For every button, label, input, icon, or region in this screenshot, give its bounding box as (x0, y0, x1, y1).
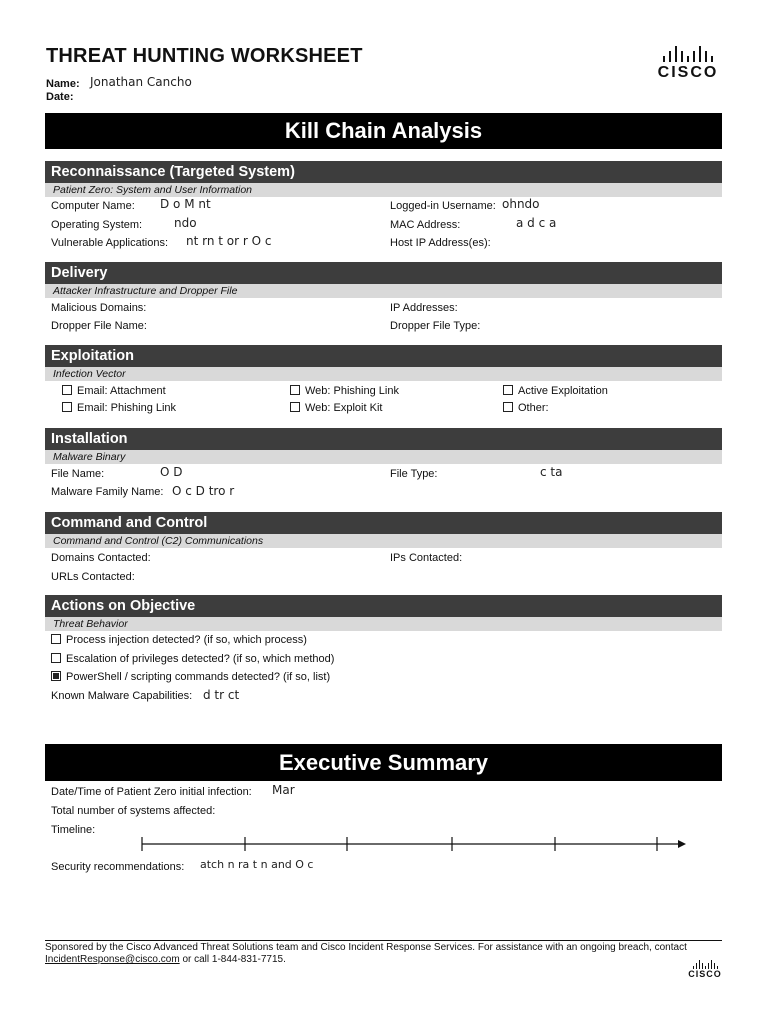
date-label: Date: (46, 91, 74, 103)
delivery-header: Delivery (45, 262, 722, 284)
checkbox-box-checked[interactable] (51, 671, 61, 681)
cisco-footer-logo (686, 960, 724, 979)
vuln-apps-label: Vulnerable Applications: (51, 237, 169, 249)
computer-name-value: D o M nt (160, 197, 211, 211)
checkbox-box[interactable] (503, 402, 513, 412)
timeline-label: Timeline: (51, 824, 96, 836)
checkbox-box[interactable] (290, 402, 300, 412)
footer-text: Sponsored by the Cisco Advanced Threat Solutions team and Cisco Incident Response Services. For assistance with an ongoing breach, contact IncidentResponse@cisco.com or call 1-844-831-7715. (45, 940, 722, 966)
checkbox-box[interactable] (51, 634, 61, 644)
cisco-wordmark: CISCO (657, 64, 719, 81)
cisco-bars-icon (686, 960, 724, 969)
exploitation-header: Exploitation (45, 345, 722, 367)
malware-family-label: Malware Family Name: (51, 486, 164, 498)
capabilities-value: d tr ct (203, 688, 240, 702)
delivery-subtitle: Attacker Infrastructure and Dropper File (45, 284, 722, 298)
checkbox-email-attachment[interactable]: Email: Attachment (62, 385, 166, 397)
c2-header: Command and Control (45, 512, 722, 534)
recon-subtitle: Patient Zero: System and User Information (45, 183, 722, 197)
c2-subtitle: Command and Control (C2) Communications (45, 534, 722, 548)
recon-header: Reconnaissance (Targeted System) (45, 161, 722, 183)
checkbox-box[interactable] (62, 402, 72, 412)
malware-family-value: O c D tro r (172, 484, 235, 498)
installation-header: Installation (45, 428, 722, 450)
executive-summary-banner: Executive Summary (45, 744, 722, 781)
name-value: Jonathan Cancho (90, 75, 192, 89)
checkbox-other[interactable]: Other: (503, 402, 549, 414)
dropper-type-label: Dropper File Type: (390, 320, 481, 332)
checkbox-box[interactable] (290, 385, 300, 395)
timeline-line (130, 834, 690, 854)
checkbox-web-exploit-kit[interactable]: Web: Exploit Kit (290, 402, 382, 414)
checkbox-box[interactable] (503, 385, 513, 395)
capabilities-label: Known Malware Capabilities: (51, 690, 193, 702)
vuln-apps-value: nt rn t or r O c (186, 234, 272, 248)
installation-subtitle: Malware Binary (45, 450, 722, 464)
infection-date-value: Mar (272, 783, 295, 797)
exploitation-subtitle: Infection Vector (45, 367, 722, 381)
checkbox-active-exploitation[interactable]: Active Exploitation (503, 385, 608, 397)
actions-subtitle: Threat Behavior (45, 617, 722, 631)
cisco-logo (652, 46, 724, 82)
mac-value: a d c a (516, 216, 557, 230)
username-value: ohndo (502, 197, 540, 211)
checkbox-privilege-escalation[interactable]: Escalation of privileges detected? (if so, which method) (51, 653, 334, 665)
cisco-bars-icon (652, 46, 724, 62)
incident-response-email-link[interactable]: IncidentResponse@cisco.com (45, 954, 180, 965)
computer-name-label: Computer Name: (51, 200, 135, 212)
file-name-label: File Name: (51, 468, 105, 480)
mac-label: MAC Address: (390, 219, 461, 231)
name-label: Name: (46, 78, 80, 90)
cisco-footer-wordmark: CISCO (688, 969, 722, 979)
username-label: Logged-in Username: (390, 200, 496, 212)
malicious-domains-label: Malicious Domains: (51, 302, 147, 314)
checkbox-process-injection[interactable]: Process injection detected? (if so, which process) (51, 634, 307, 646)
domains-contacted-label: Domains Contacted: (51, 552, 151, 564)
infection-date-label: Date/Time of Patient Zero initial infection: (51, 786, 252, 798)
worksheet-title: THREAT HUNTING WORKSHEET (46, 45, 363, 67)
file-name-value: O D (160, 465, 183, 479)
file-type-label: File Type: (390, 468, 438, 480)
security-recommendations-label: Security recommendations: (51, 861, 185, 873)
host-ip-label: Host IP Address(es): (390, 237, 491, 249)
checkbox-box[interactable] (51, 653, 61, 663)
checkbox-web-phishing-link[interactable]: Web: Phishing Link (290, 385, 399, 397)
file-type-value: c ta (540, 465, 563, 479)
kill-chain-banner: Kill Chain Analysis (45, 113, 722, 149)
urls-contacted-label: URLs Contacted: (51, 571, 135, 583)
checkbox-email-phishing-link[interactable]: Email: Phishing Link (62, 402, 176, 414)
checkbox-box[interactable] (62, 385, 72, 395)
ips-contacted-label: IPs Contacted: (390, 552, 463, 564)
actions-header: Actions on Objective (45, 595, 722, 617)
security-recommendations-value: atch n ra t n and O c (200, 858, 314, 871)
os-value: ndo (174, 216, 197, 230)
dropper-name-label: Dropper File Name: (51, 320, 147, 332)
ip-addresses-label: IP Addresses: (390, 302, 458, 314)
systems-affected-label: Total number of systems affected: (51, 805, 216, 817)
os-label: Operating System: (51, 219, 143, 231)
checkbox-powershell[interactable]: PowerShell / scripting commands detected? (if so, list) (51, 671, 330, 683)
